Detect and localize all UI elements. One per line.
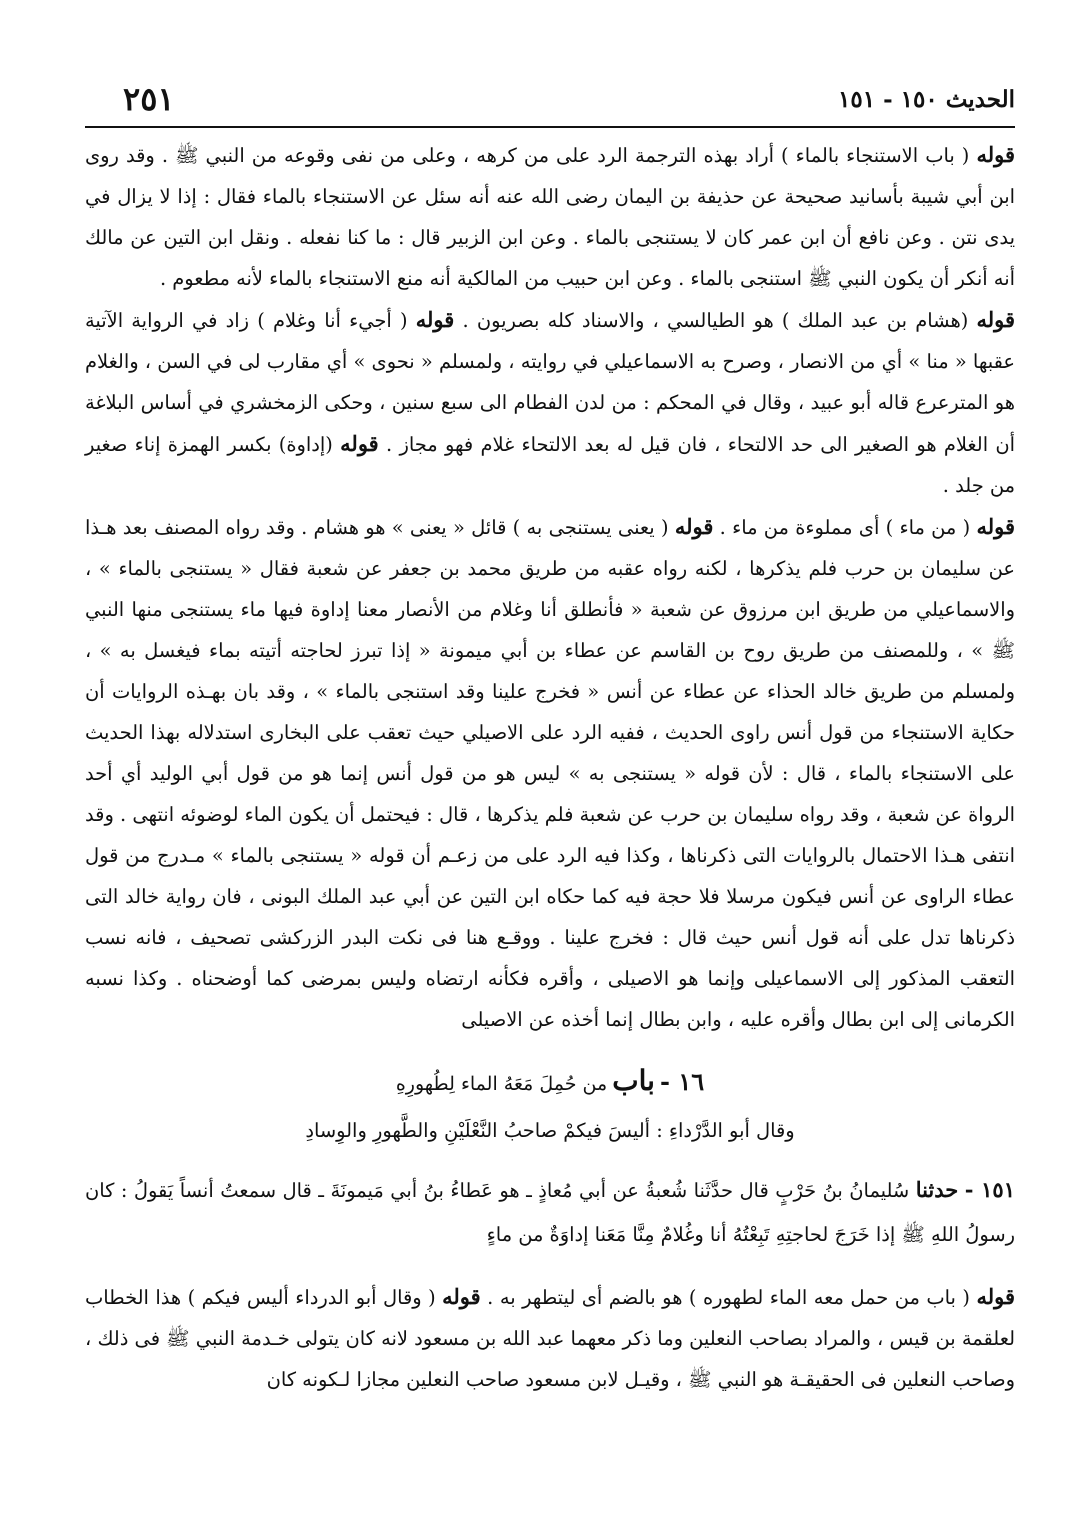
qawluh-marker: قوله <box>674 514 714 539</box>
commentary-text: ( أجيء أنا وغلام ) زاد في الرواية الآتية عقبها « منا » أي من الانصار ، وصرح به الاسماعيلي في روايته ، ولمسلم « نحوى » أي مقارب لى في السن ، والغلام هو المترعرع قاله أبو عبيد ، وقال في المحكم : من لدن الفطام الى سبع سنين ، وحكى الزمخشري في أساس البلاغة أن الغلام هو الصغير الى حد الالتحاء ، فان قيل له بعد الالتحاء غلام فهو مجاز . <box>85 309 1016 456</box>
qawluh-marker: قوله <box>442 1284 481 1310</box>
chapter-title: من حُمِلَ مَعَهُ الماء لِطُهورِهِ <box>395 1073 608 1095</box>
qawluh-marker: قوله <box>976 514 1015 539</box>
qawluh-marker: قوله <box>976 307 1016 332</box>
page-number: ٢٥١ <box>123 80 175 118</box>
qawluh-marker: قوله <box>976 142 1016 167</box>
commentary-text: ( وقال أبو الدرداء أليس فيكم ) هذا الخطاب لعلقمة بن قيس ، والمراد بصاحب النعلين وما ذكر معهما عبد الله بن مسعود لانه كان يتولى خـدمة النبي ﷺ فى ذلك ، وصاحب النعلين فى الحقيقـة هو النبي ﷺ ، وقيـل لابن مسعود صاحب النعلين مجازا لـكونه كان <box>85 1286 1015 1392</box>
commentary-text: ( باب الاستنجاء بالماء ) أراد بهذه الترجمة الرد على من كرهه ، وعلى من نفى وقوعه من النبي ﷺ . وقد روى ابن أبي شيبة بأسانيد صحيحة عن حذيفة بن اليمان رضى الله عنه أنه سئل عن الاستنجاء بالماء فقال : إذا لا يزال في يدى نتن . وعن نافع أن ابن عمر كان لا يستنجى بالماء . وعن ابن الزبير قال : ما كنا نفعله . ونقل ابن التين عن مالك أنه أنكر أن يكون النبي ﷺ استنجى بالماء . وعن ابن حبيب من المالكية أنه منع الاستنجاء بالماء لأنه مطعوم . <box>85 144 1015 290</box>
commentary-text: ( من ماء ) أى مملوءة من ماء . <box>719 516 971 539</box>
commentary-text: ( يعنى يستنجى به ) قائل « يعنى » هو هشام . وقد رواه المصنف بعد هـذا عن سليمان بن حرب فلم يذكرها ، لكنه رواه عقبه من طريق محمد بن جعفر عن شعبة فقال « يستنجى بالماء » ، والاسماعيلي من طريق ابن مرزوق عن شعبة « فأنطلق أنا وغلام من الأنصار معنا إداوة فيها ماء يستنجى منها النبي ﷺ » ، وللمصنف من طريق روح بن القاسم عن عطاء بن أبي ميمونة « إذا تبرز لحاجته أتيته بماء فيغسل به » ، ولمسلم من طريق خالد الحذاء عن عطاء عن أنس « فخرج علينا وقد استنجى بالماء » ، وقد بان بهـذه الروايات أن حكاية الاستنجاء من قول أنس راوى الحديث ، ففيه الرد على الاصيلي حيث تعقب على البخارى استدلاله بهذا الحديث على الاستنجاء بالماء ، قال : لأن قوله « يستنجى به » ليس هو من قول أنس إنما هو من قول أبي الوليد أي أحد الرواة عن شعبة ، وقد رواه سليمان بن حرب عن شعبة فلم يذكرها ، قال : فيحتمل أن يكون الماء لوضوئه انتهى . وقد انتفى هـذا الاحتمال بالروايات التى ذكرناها ، وكذا فيه الرد على من زعـم أن قوله « يستنجى بالماء » مـدرج من قول عطاء الراوى عن أنس فيكون مرسلا فلا حجة فيه كما حكاه ابن التين عن أبي عبد الملك البونى ، فان رواية خالد التى ذكرناها تدل على أنه قول أنس حيث قال : فخرج علينا . ووقـع هنا فى نكت البدر الزركشى تصحيف ، فانه نسب التعقب المذكور إلى الاسماعيلى وإنما هو الاصيلى ، وأقره فكأنه ارتضاه وليس بمرضى كما أوضحناه . وكذا نسبه الكرمانى إلى ابن بطال وأقره عليه ، وابن بطال إنما أخذه عن الاصيلى <box>85 516 1015 1031</box>
running-title: الحديث ١٥٠ - ١٥١ <box>838 86 1015 113</box>
chapter-subtitle: وقال أبو الدَّرْداءِ : أليسَ فيكمْ صاحبُ النَّعْلَيْنِ والطَّهورِ والوِسادِ <box>305 1119 795 1142</box>
qawluh-marker: قوله <box>415 307 455 332</box>
haddathana-marker: حدثنا <box>915 1177 959 1202</box>
commentary-paragraph <box>85 299 1015 506</box>
commentary-text: (هشام بن عبد الملك ) هو الطيالسي ، والاسناد كله بصريون . <box>462 309 969 332</box>
hadith-text-block <box>85 1168 1015 1257</box>
qawluh-marker: قوله <box>340 431 379 456</box>
commentary-text: ( باب من حمل معه الماء لطهوره ) هو بالضم أى ليتطهر به . <box>487 1286 970 1310</box>
commentary-paragraph <box>85 134 1015 299</box>
chapter-heading <box>85 1060 1015 1102</box>
commentary-paragraph <box>85 506 1015 1040</box>
commentary-paragraph <box>85 1276 1015 1400</box>
header-rule <box>85 126 1015 128</box>
hadith-text: سُليمانُ بنُ حَرْبٍ قال حدَّثَنا شُعبةُ عن أبي مُعاذٍ ـ هو عَطاءُ بنُ أبي مَيمونَةَ ـ قال سمعتُ أنساً يَقولُ : كان رسولُ اللهِ ﷺ إذا خَرَجَ لحاجتِهِ تَبِعْتُهُ أنا وغُلامٌ مِنَّا مَعَنا إداوَةٌ من ماءٍ <box>85 1179 1015 1246</box>
chapter-number: ١٦ - <box>660 1067 705 1096</box>
chapter-label: باب <box>612 1064 655 1097</box>
book-page <box>85 80 1015 1400</box>
commentary-text: (إداوة) بكسر الهمزة إناء صغير من جلد . <box>85 433 1015 497</box>
qawluh-marker: قوله <box>976 1284 1015 1310</box>
running-head <box>85 80 1015 126</box>
hadith-number: ١٥١ - <box>964 1177 1015 1202</box>
